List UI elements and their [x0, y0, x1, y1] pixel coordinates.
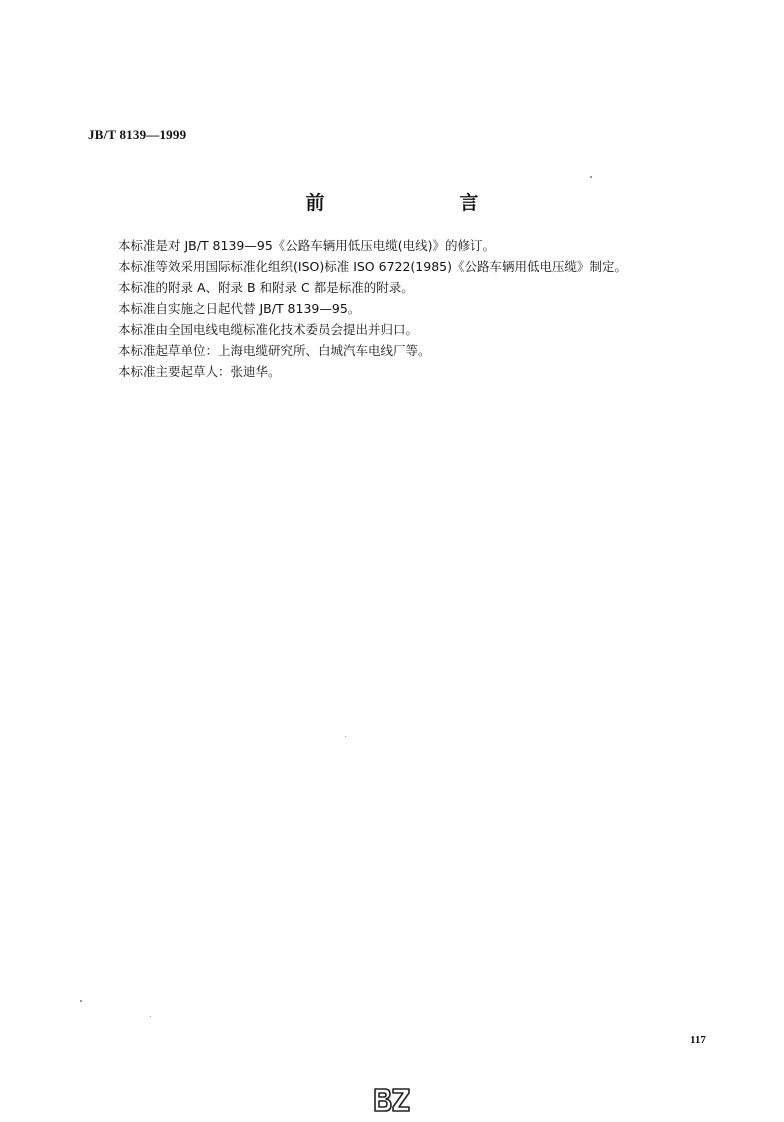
preface-body: [118, 235, 718, 382]
document-code: JB/T 8139—1999: [88, 127, 187, 142]
page-number: 117: [690, 1034, 706, 1046]
paragraph: 本标准的附录 A、附录 B 和附录 C 都是标准的附录。: [118, 280, 414, 295]
scan-speck: [150, 1016, 151, 1017]
paragraph: 本标准由全国电线电缆标准化技术委员会提出并归口。: [118, 322, 419, 337]
scan-speck: [590, 176, 592, 178]
page-title: 前 言: [305, 192, 537, 214]
paragraph: 本标准主要起草人：张迪华。: [118, 364, 281, 379]
scan-speck: [80, 1000, 82, 1002]
bz-logo-icon: [372, 1085, 412, 1115]
paragraph: 本标准起草单位：上海电缆研究所、白城汽车电线厂等。: [118, 343, 431, 358]
paragraph: 本标准自实施之日起代替 JB/T 8139—95。: [118, 301, 361, 316]
scan-speck: [345, 736, 346, 737]
paragraph: 本标准等效采用国际标准化组织(ISO)标准 ISO 6722(1985)《公路车辆用低电压缆》制定。: [118, 259, 627, 274]
paragraph: 本标准是对 JB/T 8139—95《公路车辆用低压电缆(电线)》的修订。: [118, 238, 496, 253]
